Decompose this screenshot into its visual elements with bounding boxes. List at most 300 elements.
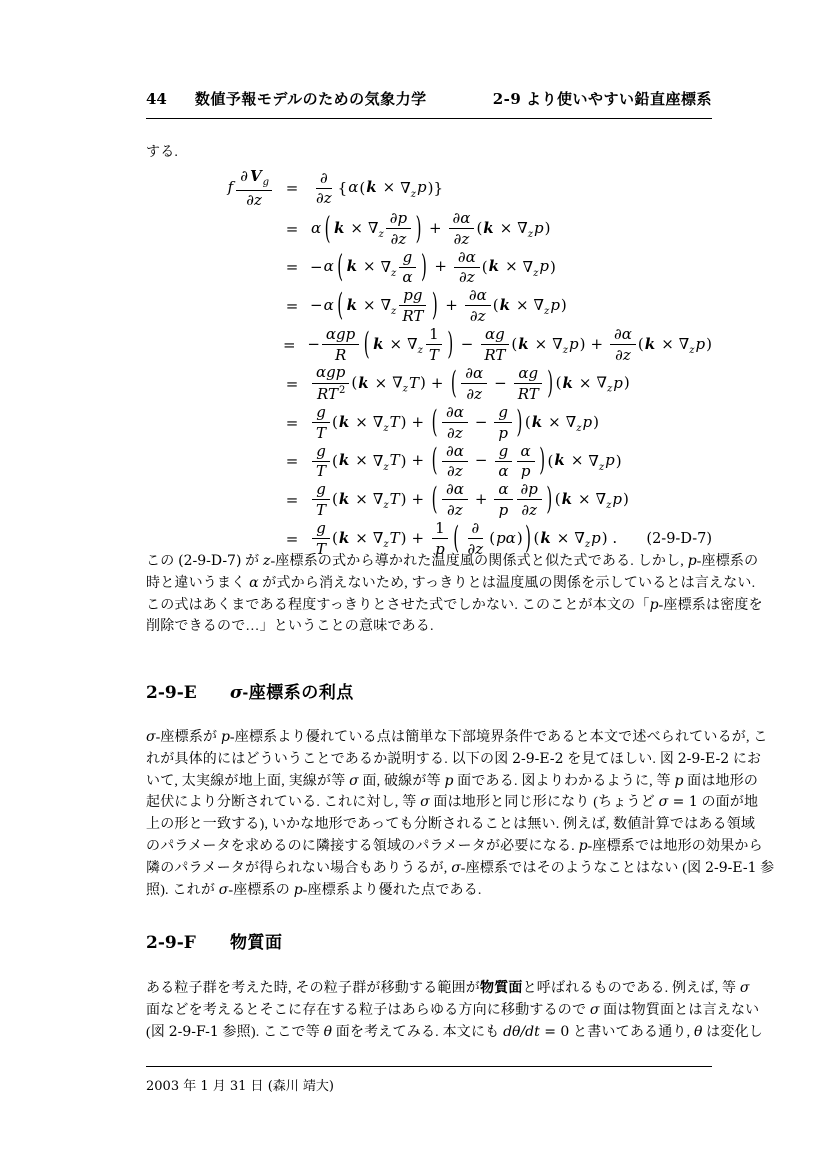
equation-rhs (310, 210, 551, 248)
math-subscript: z (410, 188, 416, 200)
roman-inline: 2-9-E-2 (677, 750, 730, 767)
math-variable: ∂z (459, 268, 475, 287)
math-vector: k (366, 178, 377, 197)
text-segment: は変化し (702, 1024, 763, 1040)
text-segment: (図 (146, 1024, 169, 1040)
math-variable: g (316, 518, 326, 537)
equation-rhs (307, 326, 712, 364)
math-symbol: ∇ (574, 528, 585, 547)
equals-sign: = (285, 179, 299, 198)
roman-inline: = 0 (539, 1023, 570, 1040)
math-operator: × (505, 257, 518, 276)
math-operator: × (362, 295, 376, 314)
math-inline: σ (739, 980, 750, 996)
text-segment: -座標系は密度を (658, 597, 763, 613)
math-variable: p (435, 539, 445, 558)
math-symbol: − (310, 295, 323, 314)
paragraph-line (146, 551, 759, 573)
equals-sign: = (285, 219, 299, 238)
paragraph-line (146, 749, 762, 771)
math-symbol: ( (554, 489, 561, 508)
math-variable: α (402, 268, 413, 287)
paragraph-line (146, 1022, 763, 1044)
math-symbol: ( (332, 412, 338, 431)
math-inline: σ (589, 1001, 600, 1018)
math-operator: × (355, 451, 368, 470)
math-subscript: z (391, 267, 397, 279)
math-variable: p (612, 489, 622, 508)
fraction-denominator (443, 423, 467, 441)
equation-lhs (146, 168, 274, 209)
math-variable: ∂z (246, 191, 262, 210)
math-operator: + (474, 489, 488, 508)
math-symbol: ) (550, 257, 556, 276)
text-segment: のパラメータを求めるのに隣接する領域のパラメータが必要になる. (146, 838, 579, 854)
paragraph-line (146, 814, 756, 836)
math-big-paren: ) (539, 441, 546, 479)
math-variable: RT (484, 345, 506, 364)
math-variable: α (498, 480, 509, 499)
equation-row (146, 210, 712, 248)
text-segment: -座標系の (228, 882, 294, 898)
paragraph-2 (146, 727, 775, 901)
fraction-numerator (494, 404, 512, 423)
math-vector: k (540, 528, 551, 547)
math-inline: σ (349, 772, 359, 789)
math-subscript: z (606, 383, 613, 395)
math-vector: k (346, 295, 357, 314)
fraction-numerator (465, 287, 491, 306)
fraction-denominator (242, 191, 266, 209)
math-symbol: ( (511, 334, 518, 353)
roman-inline: 2-9-F-1 (168, 1023, 219, 1040)
math-operator: − (474, 412, 488, 431)
math-inline: p (649, 596, 659, 613)
text-segment: を見てほしい. 図 (563, 751, 678, 767)
text-segment: と書いてある通り, (569, 1024, 695, 1040)
equals-sign: = (285, 452, 299, 471)
section-title (230, 678, 354, 703)
math-inline: p (578, 837, 588, 854)
fraction-denominator (514, 384, 543, 402)
math-variable: g (316, 441, 326, 460)
fraction-denominator (398, 268, 416, 286)
math-operator: × (355, 489, 368, 508)
math-symbol: ( (524, 412, 531, 431)
math-symbol: ( (555, 373, 562, 392)
math-symbol: ∇ (596, 373, 607, 392)
math-variable: g (316, 480, 326, 499)
math-variable: g (402, 247, 413, 266)
math-symbol: ∇ (380, 295, 392, 314)
math-variable: T (389, 451, 400, 470)
math-fraction (454, 249, 480, 287)
math-fraction (494, 404, 512, 442)
math-subscript: z (383, 499, 389, 511)
paragraph-line (146, 1000, 760, 1022)
math-variable: f (227, 178, 234, 197)
fraction-numerator (449, 210, 475, 229)
math-variable: ∂ (471, 518, 480, 537)
math-operator: + (411, 528, 425, 547)
math-variable: p (568, 334, 579, 353)
equals-sign: = (285, 258, 299, 277)
math-inline: θ (323, 1023, 333, 1040)
math-symbol: ) (400, 451, 407, 470)
fraction-numerator (426, 326, 442, 345)
equation-rhs (310, 287, 567, 325)
math-symbol: ) (706, 334, 712, 353)
math-operator: + (411, 489, 425, 508)
math-operator: − (494, 373, 507, 392)
paragraph-line (146, 573, 756, 595)
math-fraction (461, 365, 487, 403)
math-variable: ∂z (467, 539, 484, 558)
math-symbol: ∇ (372, 489, 384, 508)
text-segment: -座標系ではそのようなことはない (図 (460, 860, 706, 876)
math-fraction (312, 170, 336, 208)
math-symbol: ) (560, 295, 567, 314)
math-subscript: z (598, 461, 605, 473)
math-symbol: ∇ (367, 218, 379, 237)
math-symbol: ∇ (400, 178, 411, 197)
text-segment: 物質面 (230, 933, 283, 952)
math-operator: × (499, 218, 513, 237)
text-segment: -座標系の (696, 554, 759, 569)
math-vector: k (488, 257, 500, 276)
math-variable: T (389, 528, 400, 547)
math-inline: z (263, 553, 271, 569)
math-operator: + (445, 295, 458, 314)
math-variable: α (520, 441, 531, 460)
math-symbol: ∇ (392, 373, 403, 392)
fraction-numerator (468, 520, 484, 539)
fraction-numerator (454, 249, 480, 268)
math-big-paren: ) (525, 519, 532, 556)
fraction-numerator (312, 404, 330, 423)
equation-number: (2-9-D-7) (646, 530, 712, 547)
math-symbol: − (310, 257, 323, 276)
math-fraction (312, 404, 330, 442)
math-symbol: ( (481, 257, 488, 276)
fraction-denominator (517, 462, 535, 480)
math-symbol: ∇ (565, 412, 577, 431)
chapter-title: より使いやすい鉛直座標系 (525, 91, 712, 108)
math-vector: V (249, 167, 262, 185)
math-fraction (398, 249, 416, 287)
math-symbol: ( (332, 451, 338, 470)
math-operator: + (430, 373, 444, 392)
fraction-denominator (387, 229, 411, 247)
math-inline: p (293, 881, 303, 898)
paragraph-line (146, 977, 750, 1000)
math-fraction (312, 443, 330, 481)
math-inline: p (444, 772, 454, 789)
math-fraction (514, 365, 543, 403)
math-inline: p (674, 772, 684, 789)
paragraph-line (146, 858, 775, 880)
math-variable: α (348, 178, 359, 197)
header-right (493, 88, 712, 109)
math-variable: ∂α (465, 363, 484, 382)
text-segment: -座標系では地形の効果から (587, 838, 763, 854)
math-vector: k (644, 334, 656, 353)
math-variable: R (334, 345, 347, 364)
fraction-numerator (610, 326, 636, 345)
math-variable: g (498, 441, 509, 460)
math-variable: T (389, 412, 400, 431)
text-segment: 面を考えてみる. 本文にも (332, 1024, 504, 1040)
section-label: 2-9-E (146, 683, 197, 703)
math-symbol: 1 (435, 518, 445, 537)
paragraph-line (146, 880, 726, 902)
math-symbol: ) (623, 373, 630, 392)
math-variable: p (539, 257, 550, 276)
math-inline: α (249, 574, 259, 591)
math-symbol: ( (332, 489, 338, 508)
math-variable: αgp (325, 324, 356, 343)
math-variable: ∂ (240, 167, 248, 185)
math-symbol: . (607, 528, 618, 547)
math-operator: + (590, 334, 604, 353)
fraction-numerator (442, 443, 468, 462)
math-variable: p (613, 373, 623, 392)
math-big-paren: ) (415, 209, 422, 247)
math-symbol: ) (400, 528, 407, 547)
math-subscript: z (391, 305, 397, 317)
equation-rhs (310, 481, 629, 519)
math-variable: p (582, 412, 593, 431)
math-operator: × (389, 334, 403, 353)
math-big-paren: ( (431, 480, 438, 518)
math-inline: σ (218, 881, 229, 898)
math-variable: pg (403, 286, 423, 305)
math-symbol: } (433, 178, 443, 197)
equation-rhs (310, 170, 443, 208)
math-symbol: ∇ (372, 451, 384, 470)
math-subscript: z (383, 422, 389, 434)
math-variable: T (316, 539, 327, 558)
fraction-numerator (399, 287, 426, 306)
text-segment: -座標系の式から導かれた温度風の関係式と似た式である. しかし, (270, 554, 688, 569)
fraction-numerator (322, 326, 359, 345)
fraction-numerator (316, 170, 332, 189)
fraction-denominator (466, 306, 490, 324)
math-variable: g (316, 402, 326, 421)
text-segment: が (241, 554, 264, 569)
fraction-numerator (432, 520, 448, 539)
fraction-denominator (312, 189, 336, 207)
math-inline: p (220, 729, 230, 745)
text-segment: 上の形と一致する), いかな地形であっても分断されることは無い. 例えば, 数値計算ではある領域 (146, 817, 756, 833)
equals-sign: = (285, 374, 299, 393)
text-segment: 面などを考えるとそこに存在する粒子はあらゆる方向に移動するので (146, 1002, 590, 1018)
math-operator: × (374, 373, 388, 392)
equation-rhs (310, 404, 599, 442)
paragraph-line (146, 727, 768, 749)
section-title (230, 928, 283, 953)
math-inline: σ (420, 794, 430, 811)
math-symbol: ∇ (552, 334, 563, 353)
equals-sign: = (285, 413, 299, 432)
roman-inline: 2-9-E-2 (512, 750, 564, 767)
fraction-numerator (494, 481, 512, 500)
math-variable: ∂z (447, 500, 463, 519)
math-variable: ∂p (389, 208, 408, 227)
text-segment: -座標系が (155, 730, 221, 745)
math-big-paren: ) (431, 286, 438, 324)
text-segment: この式はあくまである程度すっきりとさせた式でしかない. このことが本文の「 (146, 597, 650, 613)
math-symbol: ∇ (407, 334, 418, 353)
fraction-denominator (312, 423, 330, 441)
math-variable: T (316, 462, 327, 481)
math-operator: + (428, 218, 442, 237)
math-variable: p (416, 178, 427, 197)
math-variable: ∂α (457, 247, 476, 266)
text-segment: 面である. 図よりわかるように, 等 (453, 773, 675, 789)
fraction-numerator (517, 481, 542, 500)
math-fraction (442, 404, 468, 442)
text-segment: にお (729, 751, 762, 767)
equals-sign: = (285, 529, 299, 548)
fraction-denominator (312, 462, 330, 480)
math-symbol: ( (359, 178, 366, 197)
bold-term: 物質面 (480, 979, 523, 995)
math-symbol: ∇ (372, 528, 384, 547)
text-segment: 面は物質面とは言えない (599, 1002, 760, 1018)
text-segment: ある粒子群を考えた時, その粒子群が移動する範囲が (146, 981, 480, 996)
math-fraction (386, 210, 411, 248)
math-variable: g (498, 402, 509, 421)
math-vector: k (338, 412, 350, 431)
math-fraction (442, 481, 468, 519)
paragraph-3 (146, 977, 763, 1043)
math-symbol: ) (427, 178, 434, 197)
fraction-numerator (386, 210, 411, 229)
math-operator: × (515, 295, 529, 314)
math-variable: RT (316, 385, 338, 404)
fraction-denominator (313, 384, 348, 403)
math-symbol: ) (516, 528, 523, 547)
fraction-numerator (442, 404, 468, 423)
math-variable: ∂α (614, 324, 632, 343)
section-heading-2-9-E (146, 678, 354, 703)
math-operator: × (661, 334, 674, 353)
math-inline: p (687, 553, 697, 569)
math-inline: σ (230, 683, 243, 703)
math-symbol: ) (400, 412, 407, 431)
math-symbol: ∇ (595, 489, 607, 508)
math-symbol: ( (332, 528, 338, 547)
fraction-numerator (481, 326, 509, 345)
math-superscript: 2 (339, 385, 346, 397)
math-operator: − (474, 451, 488, 470)
math-subscript: g (262, 177, 269, 188)
math-operator: × (548, 412, 561, 431)
math-operator: + (434, 257, 447, 276)
fraction-numerator (514, 365, 542, 384)
math-symbol: ) (579, 334, 586, 353)
math-big-paren: ) (420, 247, 427, 285)
fraction-numerator (517, 443, 535, 462)
math-big-paren: ( (431, 441, 438, 479)
math-variable: ∂z (521, 500, 538, 519)
math-fraction (312, 481, 330, 519)
text-segment: この (146, 554, 179, 569)
math-big-paren: ( (431, 403, 438, 441)
math-variable: ∂p (520, 480, 538, 499)
text-segment: と呼ばれるものである. 例えば, 等 (522, 981, 740, 996)
math-variable: p (534, 218, 544, 237)
math-symbol: 1 (429, 324, 439, 343)
text-segment: -座標系より優れている点は簡単な下部境界条件であると本文で述べられているが, こ (229, 730, 768, 745)
math-inline: dθ/dt (503, 1023, 540, 1040)
math-symbol: ) (593, 412, 599, 431)
fraction-numerator (399, 249, 417, 268)
math-variable: T (408, 373, 419, 392)
math-variable: ∂z (466, 384, 483, 403)
math-symbol: ∇ (517, 218, 528, 237)
math-variable: p (605, 451, 615, 470)
math-variable: α (323, 295, 334, 314)
text-segment: れが具体的にはどういうことであるか説明する. 以下の図 (146, 751, 513, 767)
math-symbol: ∇ (588, 451, 599, 470)
math-subscript: z (383, 461, 389, 473)
math-variable: αg (518, 363, 539, 382)
math-fraction (494, 481, 512, 519)
chapter-number: 2-9 (492, 90, 522, 108)
math-variable: ∂z (447, 423, 463, 442)
math-variable: ∂α (468, 286, 487, 305)
math-symbol: { (337, 178, 348, 197)
equation-rhs (310, 249, 556, 287)
math-operator: × (570, 451, 584, 470)
math-symbol: ( (547, 451, 554, 470)
math-variable: ∂z (615, 345, 631, 364)
math-variable: αg (484, 324, 505, 343)
equation-row (146, 404, 712, 442)
math-variable: T (428, 345, 439, 364)
math-variable: ∂z (390, 229, 407, 248)
fraction-denominator (480, 345, 509, 363)
text-segment: -座標系より優れた点である. (302, 882, 482, 898)
paragraph-line (146, 836, 763, 858)
math-symbol: − (307, 334, 320, 353)
text-segment: 面は地形の (683, 773, 759, 789)
math-operator: × (556, 528, 570, 547)
math-subscript: z (527, 228, 534, 240)
math-variable: T (316, 500, 327, 519)
math-vector: k (499, 295, 510, 314)
math-symbol: ) (400, 489, 407, 508)
math-fraction (322, 326, 359, 364)
math-variable: αgp (316, 363, 346, 382)
fraction-denominator (425, 345, 443, 363)
math-subscript: z (544, 305, 550, 317)
math-vector: k (562, 373, 573, 392)
math-inline: θ (694, 1023, 703, 1040)
math-vector: k (338, 451, 350, 470)
text-segment: 照). これが (146, 882, 219, 898)
math-fraction (442, 443, 468, 481)
equation-row (146, 364, 712, 403)
fraction-numerator (312, 481, 330, 500)
fraction-numerator (236, 168, 272, 191)
text-segment: 削除できるので…」ということの意味である. (146, 619, 434, 635)
math-symbol: ( (351, 373, 358, 392)
math-fraction (480, 326, 509, 364)
math-symbol: ) (622, 489, 629, 508)
